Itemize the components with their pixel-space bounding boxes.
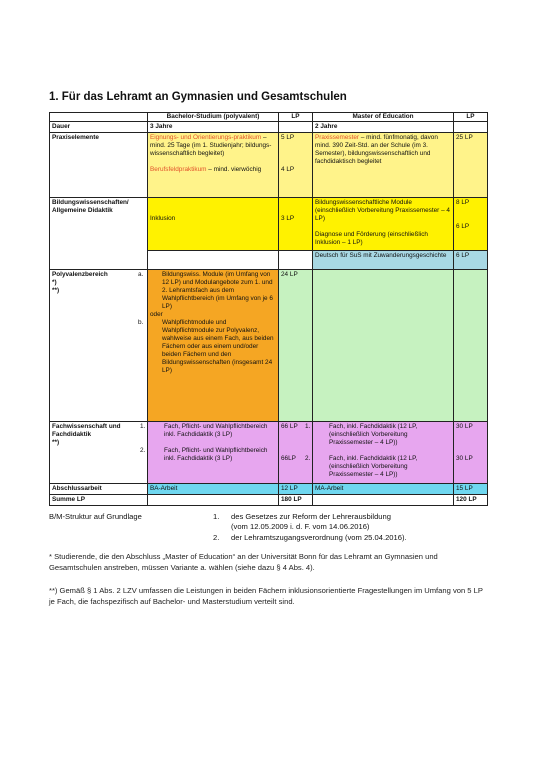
fach-ma-2: 2. Fach, inkl. Fachdidaktik (12 LP, (einschließlich Vorbereitung Praxissemester – 4 LP))	[305, 455, 418, 478]
footnote-double-star: **) Gemäß § 1 Abs. 2 LZV umfassen die Leistungen in beiden Fächern inklusionsorientierte Fragestellungen im Umfang von 5 LP je Fach, die fachspezifisch auf Bachelor- und Masterstudium verteilt sind.	[49, 586, 483, 606]
row-bildung	[50, 198, 488, 251]
bildung-ba	[148, 198, 279, 251]
fach-ma	[305, 422, 454, 484]
summe-ma	[313, 495, 454, 506]
summe-ba	[148, 495, 279, 506]
dauer-ba: 3 Jahre	[148, 122, 279, 133]
grundlage-list	[213, 512, 493, 543]
polyvalenz-title: Polyvalenzbereich	[52, 271, 108, 278]
footnote-star: * Studierende, die den Abschluss „Master of Education“ an der Universität Bonn für das Lehramt an Gymnasien und Gesamtschulen anstreben, müssen Variante a. wählen (siehe dazu § 4 Abs. 4).	[49, 552, 438, 572]
praxis-ba	[148, 133, 279, 198]
abschluss-ba-lp: 12 LP	[279, 484, 313, 495]
bw-module-lp: 8 LP	[456, 199, 470, 206]
bildung-ba-lp	[279, 198, 313, 251]
eignungspraktikum-text: – mind. 25 Tage (im 1. Studienjahr; bildungs-wissenschaftlich begleitet)	[150, 134, 272, 157]
fach-ma-1: 1. Fach, inkl. Fachdidaktik (12 LP, (einschließlich Vorbereitung Praxissemester – 4 LP))	[305, 423, 418, 446]
fach-ba-2: 2. Fach, Pflicht- und Wahlpflichtbereich inkl. Fachdidaktik (3 LP)	[140, 447, 268, 462]
row-dauer	[50, 122, 488, 133]
diagnose-text: Diagnose und Förderung (einschließlich Inklusion – 1 LP)	[315, 231, 428, 246]
table-header-row	[50, 113, 488, 122]
header-bachelor: Bachelor-Studium (polyvalent)	[148, 113, 279, 122]
bildung-ma-lp	[454, 198, 488, 251]
dauer-ba-lp	[279, 122, 313, 133]
abschluss-label: Abschlussarbeit	[50, 484, 148, 495]
grundlage-item-1: 1. des Gesetzes zur Reform der Lehrerausbildung (vom 12.05.2009 i. d. F. vom 14.06.2016)	[213, 512, 391, 532]
polyvalenz-ba-lp: 24 LP	[279, 270, 313, 422]
bw-module-text: Bildungswissenschaftliche Module (einschließlich Vorbereitung Praxissemester – 4 LP)	[315, 199, 450, 222]
praxissemester-label: Praxissemester	[315, 134, 360, 141]
polyvalenz-label	[50, 270, 148, 422]
row-summe	[50, 495, 488, 506]
abschluss-ma: MA-Arbeit	[313, 484, 454, 495]
summe-ba-lp: 180 LP	[279, 495, 313, 506]
praxis-ma-lp: 25 LP	[454, 133, 488, 198]
fach-ma-lp	[454, 422, 488, 484]
bildung-label: Bildungswissenschaften/ Allgemeine Didaktik	[50, 198, 148, 270]
daz-ma-lp: 6 LP	[454, 251, 488, 270]
summe-ma-lp: 120 LP	[454, 495, 488, 506]
dauer-ma: 2 Jahre	[313, 122, 454, 133]
header-master: Master of Education	[313, 113, 454, 122]
daz-ba	[148, 251, 279, 270]
fach-label	[50, 422, 148, 484]
dauer-ma-lp	[454, 122, 488, 133]
praxis-ma	[313, 133, 454, 198]
page-heading: 1. Für das Lehramt an Gymnasien und Gesamtschulen	[49, 91, 347, 103]
praxis-lp-1: 5 LP	[281, 134, 295, 141]
struktur-text: B/M-Struktur auf Grundlage	[49, 512, 142, 521]
praxis-ba-lp	[279, 133, 313, 198]
berufsfeldpraktikum-label: Berufsfeldpraktikum	[150, 166, 207, 173]
header-lp-ma: LP	[454, 113, 488, 122]
polyvalenz-ba	[138, 270, 279, 422]
fach-ba-lp-1: 66 LP	[281, 423, 298, 430]
daz-ba-lp	[279, 251, 313, 270]
praxissemester-text: – mind. fünfmonatig, davon mind. 390 Zeit-Std. an der Schule (im 3. Semester), bildungswissenschaftlich und fachdidaktisch begleitet	[315, 134, 438, 165]
row-polyvalenz	[50, 270, 488, 422]
row-praxis	[50, 133, 488, 198]
fach-ba	[140, 422, 279, 484]
praxis-lp-2: 4 LP	[281, 166, 295, 173]
header-empty	[50, 113, 148, 122]
variante-b: b. Wahlpflichtmodule und Wahlpflichtmodule zur Polyvalenz, wahlweise aus einem Fach, aus beiden Fächern oder aus einem und/oder beiden Fächern und den Bildungswissenschaften (insgesamt 24 LP)	[138, 319, 274, 374]
fach-ma-lp-2: 30 LP	[456, 455, 473, 462]
fach-ba-1: 1. Fach, Pflicht- und Wahlpflichtbereich inkl. Fachdidaktik (3 LP)	[140, 423, 268, 438]
daz-ma: Deutsch für SuS mit Zuwanderungsgeschichte	[313, 251, 454, 270]
polyvalenz-star: *)	[52, 279, 57, 286]
dauer-label: Dauer	[50, 122, 148, 133]
study-structure-table	[49, 112, 488, 506]
inklusion-lp: 3 LP	[281, 215, 295, 222]
fach-star: **)	[52, 439, 60, 446]
header-lp-ba: LP	[279, 113, 313, 122]
fach-title: Fachwissenschaft und Fachdidaktik	[52, 423, 121, 438]
fach-ba-lp-2: 66LP	[281, 455, 296, 462]
polyvalenz-ma-lp	[454, 270, 488, 422]
summe-label: Summe LP	[50, 495, 148, 506]
grundlage-item-2: 2. der Lehramtszugangsverordnung (vom 25.04.2016).	[213, 532, 407, 542]
oder-text: oder	[150, 311, 163, 318]
row-abschluss	[50, 484, 488, 495]
row-fach	[50, 422, 488, 484]
variante-a: a. Bildungswiss. Module (im Umfang von 12 LP) und Modulangebote zum 1. und 2. Lehramtsfach aus dem Wahlpflichtbereich (im Umfang von je 6 LP)	[138, 271, 273, 310]
fach-ma-lp-1: 30 LP	[456, 423, 473, 430]
polyvalenz-ma	[313, 270, 454, 422]
eignungspraktikum-label: Eignungs- und Orientierungs-praktikum	[150, 134, 262, 141]
diagnose-lp: 6 LP	[456, 223, 470, 230]
bildung-ma	[313, 198, 454, 251]
abschluss-ba: BA-Arbeit	[148, 484, 279, 495]
abschluss-ma-lp: 15 LP	[454, 484, 488, 495]
polyvalenz-star2: **)	[52, 287, 60, 294]
praxis-label: Praxiselemente	[50, 133, 148, 198]
berufsfeldpraktikum-text: – mind. vierwöchig	[206, 166, 262, 173]
inklusion-text: Inklusion	[150, 215, 176, 222]
